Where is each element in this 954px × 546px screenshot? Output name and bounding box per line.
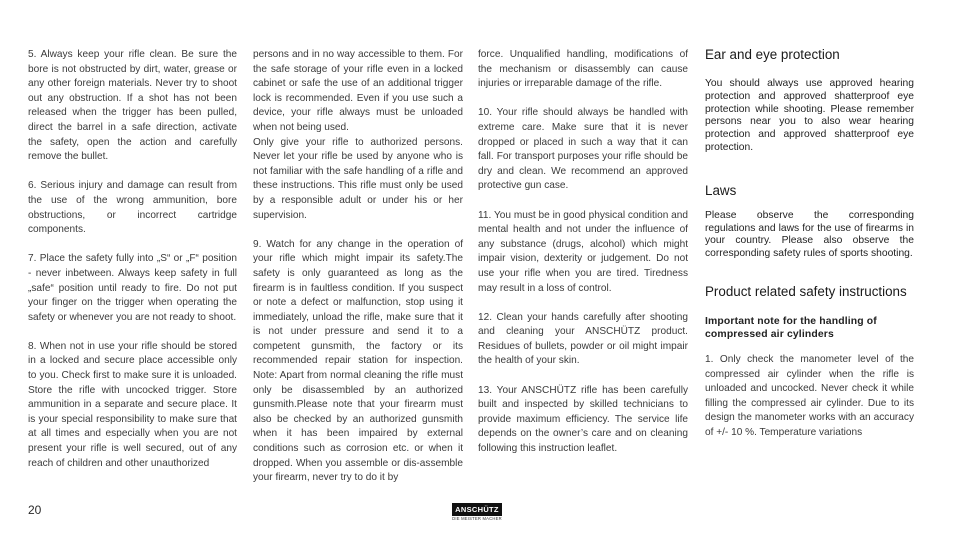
paragraph-force: force. Unqualified handling, modifications of the mechanism or disassembly can cause injuries or irreparable damage of the rifle.	[478, 49, 688, 90]
paragraph-authorized-persons: Only give your rifle to authorized persons. Never let your rifle be used by anyone who is not familiar with the safe handling of a rifle and these instructions. This rifle must only be used by a responsible adult or under his or her supervision.	[253, 136, 463, 221]
laws-text: Please observe the corresponding regulations and laws for the use of firearms in your country. Please also observe the corresponding safety rules of sports shooting.	[705, 209, 914, 260]
paragraph-item-11: 11. You must be in good physical condition and mental health and not under the influence of any substance (drugs, alcohol) which might impair vision, dexterity or judgement. Do not use your rifle when you are tired. Tiredness may result in a loss of control.	[478, 209, 688, 294]
text-column-4	[705, 46, 914, 441]
paragraph-item-6: 6. Serious injury and damage can result from the use of the wrong ammunition, bore obstructions, or incorrect cartridge components.	[28, 180, 237, 236]
text-column-3	[478, 48, 688, 457]
anschutz-logo	[452, 503, 502, 523]
compressed-air-heading: Important note for the handling of compressed air cylinders	[705, 315, 877, 341]
paragraph-item-9: 9. Watch for any change in the operation of your rifle which might impair its safety.The safety is only guaranteed as long as the firearm is in faultless condition. If you suspect or note a defect or malfunction, stop using it immediately, unload the rifle, make sure that it is not under pressure and send it to a competent gunsmith, the factory or its recommended repair station for inspection. Note: Apart from normal cleaning the rifle must only be disassembled by an authorized gunsmith.Please note that your firearm must also be checked by an authorized gunsmith when it has been impaired by external conditions such as corrosion etc. or when it dropped. When you assemble or dis-assemble your firearm, never try to do it by	[253, 238, 463, 484]
compressed-air-text: 1. Only check the manometer level of the compressed air cylinder when the rifle is unloaded and uncocked. Never check it while filling the compressed air cylinder. Due to its design the manometer works with an accuracy of +/- 10 %. Temperature variations	[705, 353, 914, 438]
paragraph-item-8: 8. When not in use your rifle should be stored in a locked and secure place accessible only to you. Check first to make sure it is unloaded. Store the rifle with uncocked trigger. Store ammunition in a separate and secure place. It is your special responsibility to make sure that at all times and especially when you are not present your rifle is well secured, out of any reach of children and other unauthorized	[28, 340, 237, 469]
laws-heading: Laws	[705, 182, 737, 198]
paragraph-item-7: 7. Place the safety fully into „S“ or „F“ position - never inbetween. Always keep safety in full „safe“ position until ready to fire. Do not put your finger on the trigger when operating the safety or whenever you are not ready to shoot.	[28, 253, 237, 323]
paragraph-item-5: 5. Always keep your rifle clean. Be sure the bore is not obstructed by dirt, water, grease or any other foreign materials. Never try to shoot out any obstruction. If a shot has not been released when the trigger has been pulled, direct the barrel in a safe direction, activate the safety, open the action and carefully remove the bullet.	[28, 49, 237, 163]
logo-tagline: DIE MEISTER MACHER	[452, 516, 502, 521]
text-column-1	[28, 48, 237, 471]
paragraph-item-13: 13. Your ANSCHÜTZ rifle has been carefully built and inspected by skilled technicians to provide maximum efficiency. The service life depends on the owner’s care and on cleaning following this instruction leaflet.	[478, 384, 688, 455]
paragraph-item-10: 10. Your rifle should always be handled with extreme care. Make sure that it is never dropped or placed in such a way that it can fall. For transport purposes your rifle should be dry and clean. We recommend an approved protective gun case.	[478, 107, 688, 192]
paragraph-item-12: 12. Clean your hands carefully after shooting and cleaning your ANSCHÜTZ product. Residues of bullets, powder or oil might impair the health of your skin.	[478, 311, 688, 367]
text-column-2	[253, 48, 463, 486]
ear-eye-heading: Ear and eye protection	[705, 47, 840, 62]
product-safety-heading: Product related safety instructions	[705, 283, 907, 299]
page-number: 20	[28, 503, 42, 517]
logo-wordmark: ANSCHÜTZ	[452, 503, 502, 516]
ear-eye-text: You should always use approved hearing protection and approved shatterproof eye protection while shooting. Please remember persons near you to also wear hearing protection and approved shatterproof eye protection.	[705, 78, 914, 153]
paragraph-storage: persons and in no way accessible to them. For the safe storage of your rifle even in a locked cabinet or safe the use of an additional trigger lock is recommended. Even if you use such a device, your rifle always must be unloaded when not being used.	[253, 49, 463, 133]
